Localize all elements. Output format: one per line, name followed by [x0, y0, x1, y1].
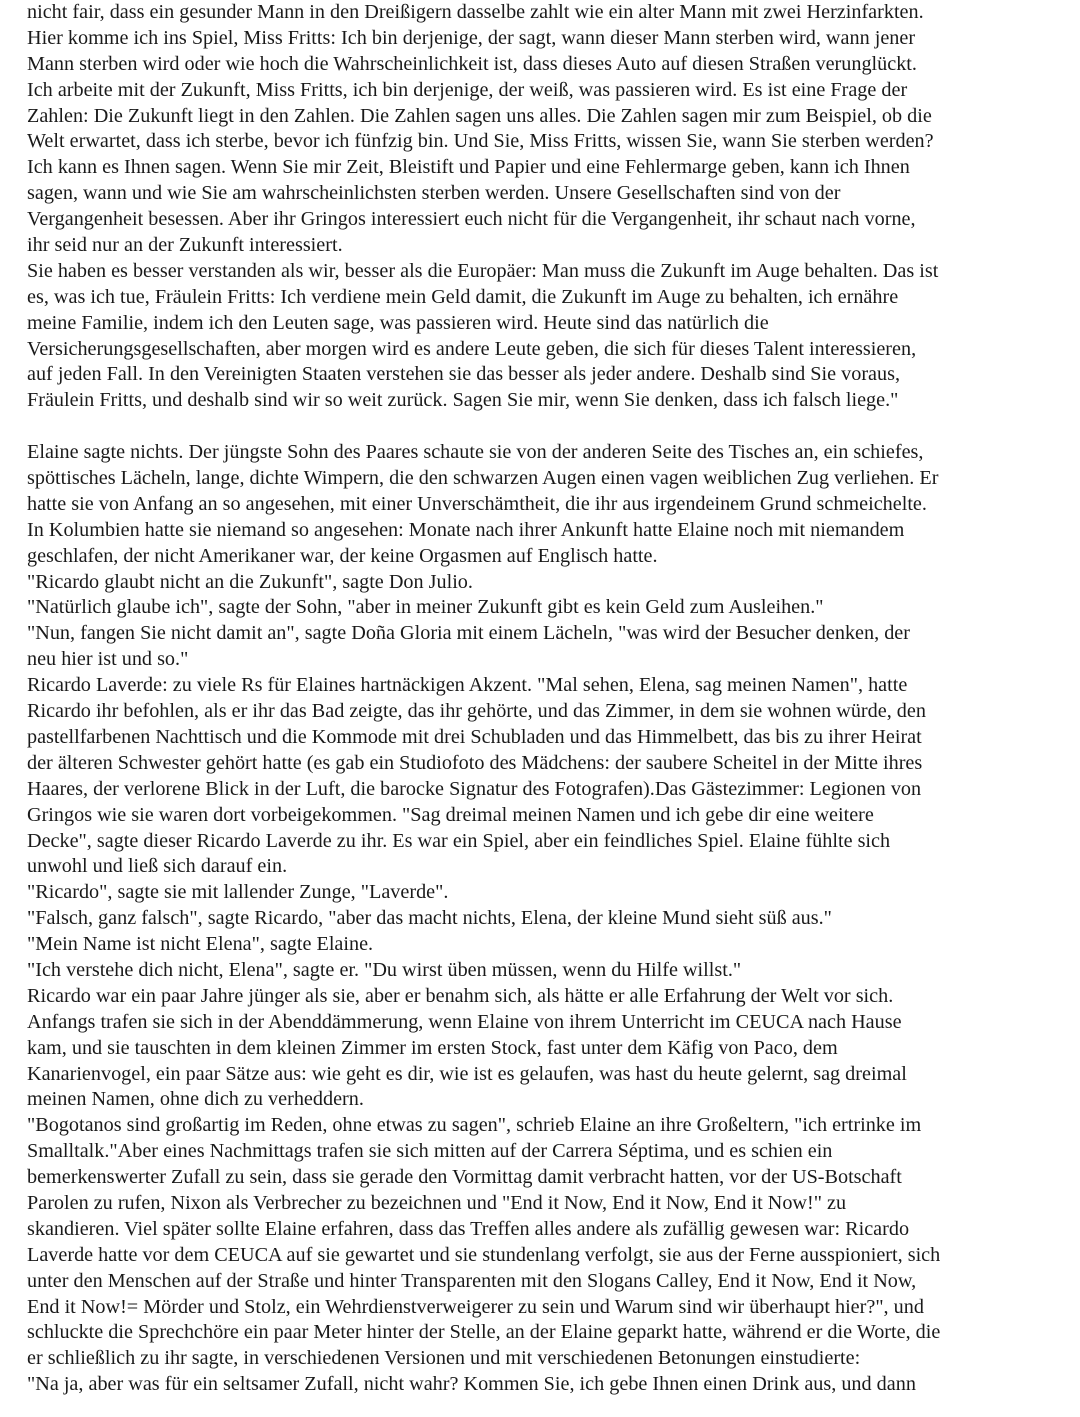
text-line: Fräulein Fritts, und deshalb sind wir so weit zurück. Sagen Sie mir, wenn Sie denken, dass ich falsch liege." [27, 389, 899, 412]
text-line: Laverde hatte vor dem CEUCA auf sie gewartet und sie stundenlang verfolgt, sie aus der Ferne ausspioniert, sich [27, 1243, 941, 1266]
text-line: geschlafen, der nicht Amerikaner war, der keine Orgasmen auf Englisch hatte. [27, 544, 658, 567]
text-line: Gringos wie sie waren dort vorbeigekommen. "Sag dreimal meinen Namen und ich gebe dir eine weitere [27, 803, 874, 826]
text-line: nicht fair, dass ein gesunder Mann in den Dreißigern dasselbe zahlt wie ein alter Mann mit zwei Herzinfarkten. [27, 1, 924, 23]
text-line: unwohl und ließ sich darauf ein. [27, 855, 288, 878]
text-line: er schließlich zu ihr sagte, in verschiedenen Versionen und mit verschiedenen Betonungen einstudierte: [27, 1347, 861, 1370]
text-line: pastellfarbenen Nachttisch und die Kommode mit drei Schubladen und das Himmelbett, das bis zu ihrer Heirat [27, 725, 922, 748]
paragraph [27, 673, 1067, 880]
text-line: neu hier ist und so." [27, 648, 189, 671]
text-line: Hier komme ich ins Spiel, Miss Fritts: Ich bin derjenige, der sagt, wann dieser Mann sterben wird, wann jener [27, 26, 916, 49]
paragraph [27, 906, 1067, 932]
paragraph [27, 1113, 1067, 1372]
text-line: Mann sterben wird oder wie hoch die Wahrscheinlichkeit ist, dass dieses Auto auf diesen Straßen verunglückt. [27, 52, 917, 75]
text-line: Ricardo Laverde: zu viele Rs für Elaines hartnäckigen Akzent. "Mal sehen, Elena, sag meinen Namen", hatte [27, 674, 908, 697]
text-line: meinen Namen, ohne dich zu verheddern. [27, 1088, 364, 1111]
text-line: skandieren. Viel später sollte Elaine erfahren, dass das Treffen alles andere als zufällig gewesen war: Ricardo [27, 1217, 910, 1240]
paragraph [27, 259, 1067, 414]
text-line: "Ricardo glaubt nicht an die Zukunft", sagte Don Julio. [27, 570, 473, 593]
text-line: Zahlen: Die Zukunft liegt in den Zahlen. Die Zahlen sagen uns alles. Die Zahlen sagen mir zum Beispiel, ob die [27, 104, 932, 127]
text-line: Parolen zu rufen, Nixon als Verbrecher zu bezeichnen und "End it Now, End it Now, End it Now!" zu [27, 1191, 847, 1214]
text-line: Haares, der verlorene Blick in der Luft, die barocke Signatur des Fotografen).Das Gästezimmer: Legionen von [27, 777, 922, 800]
text-line: Versicherungsgesellschaften, aber morgen wird es andere Leute geben, die sich für dieses Talent interessieren, [27, 337, 917, 360]
text-line: "Bogotanos sind großartig im Reden, ohne etwas zu sagen", schrieb Elaine an ihre Großeltern, "ich ertrinke im [27, 1114, 922, 1137]
text-line: Sie haben es besser verstanden als wir, besser als die Europäer: Man muss die Zukunft im Auge behalten. Das ist [27, 259, 939, 282]
text-line: "Natürlich glaube ich", sagte der Sohn, "aber in meiner Zukunft gibt es kein Geld zum Ausleihen." [27, 596, 824, 619]
paragraph [27, 880, 1067, 906]
paragraph [27, 570, 1067, 596]
paragraph [27, 1372, 1067, 1398]
text-line: In Kolumbien hatte sie niemand so angesehen: Monate nach ihrer Ankunft hatte Elaine noch mit niemandem [27, 518, 905, 541]
text-line: unter den Menschen auf der Straße und hinter Transparenten mit den Slogans Calley, End it Now, End it Now, [27, 1269, 917, 1292]
text-line: Elaine sagte nichts. Der jüngste Sohn des Paares schaute sie von der anderen Seite des Tisches an, ein schiefes, [27, 441, 924, 464]
text-line: Anfangs trafen sie sich in der Abenddämmerung, wenn Elaine von ihrem Unterricht im CEUCA nach Hause [27, 1010, 902, 1033]
text-line: Kanarienvogel, ein paar Sätze aus: wie geht es dir, wie ist es gelaufen, was hast du heute gelernt, sag dreimal [27, 1062, 907, 1085]
text-line: auf jeden Fall. In den Vereinigten Staaten verstehen sie das besser als jeder andere. Deshalb sind Sie voraus, [27, 363, 901, 386]
paragraph [27, 958, 1067, 984]
text-line: "Falsch, ganz falsch", sagte Ricardo, "aber das macht nichts, Elena, der kleine Mund sieht süß aus." [27, 907, 832, 930]
text-line: Ricardo ihr befohlen, als er ihr das Bad zeigte, das ihr gehörte, und das Zimmer, in dem sie wohnen würde, den [27, 700, 926, 723]
text-line: Ich kann es Ihnen sagen. Wenn Sie mir Zeit, Bleistift und Papier und eine Fehlermarge geben, kann ich Ihnen [27, 156, 910, 179]
text-line: Decke", sagte dieser Ricardo Laverde zu ihr. Es war ein Spiel, aber ein feindliches Spiel. Elaine fühlte sich [27, 829, 891, 852]
paragraph [27, 595, 1067, 621]
paragraph [27, 932, 1067, 958]
document-page [27, 0, 1067, 1398]
text-line: schluckte die Sprechchöre ein paar Meter hinter der Stelle, an der Elaine geparkt hatte, während er die Worte, die [27, 1321, 941, 1344]
text-line: kam, und sie tauschten in dem kleinen Zimmer im ersten Stock, fast unter dem Käfig von Paco, dem [27, 1036, 838, 1059]
text-line: Vergangenheit besessen. Aber ihr Gringos interessiert euch nicht für die Vergangenheit, ihr schaut nach vorne, [27, 208, 916, 231]
text-line: Ich arbeite mit der Zukunft, Miss Fritts, ich bin derjenige, der weiß, was passieren wird. Es ist eine Frage der [27, 78, 908, 101]
text-line: sagen, wann und wie Sie am wahrscheinlichsten sterben werden. Unsere Gesellschaften sind von der [27, 182, 841, 205]
paragraph [27, 0, 1067, 259]
text-line: "Na ja, aber was für ein seltsamer Zufall, nicht wahr? Kommen Sie, ich gebe Ihnen einen Drink aus, und dann [27, 1373, 916, 1396]
text-line: hatte sie von Anfang an so angesehen, mit einer Unverschämtheit, die ihr aus irgendeinem Grund schmeichelte. [27, 492, 927, 515]
text-line: "Nun, fangen Sie nicht damit an", sagte Doña Gloria mit einem Lächeln, "was wird der Besucher denken, der [27, 622, 910, 645]
paragraph-gap [27, 414, 1067, 440]
text-line: Smalltalk."Aber eines Nachmittags trafen sie sich mitten auf der Carrera Séptima, und es schien ein [27, 1140, 833, 1163]
text-line: spöttisches Lächeln, lange, dichte Wimpern, die den schwarzen Augen einen vagen weiblichen Zug verliehen. Er [27, 467, 939, 490]
paragraph [27, 621, 1067, 673]
text-line: es, was ich tue, Fräulein Fritts: Ich verdiene mein Geld damit, die Zukunft im Auge zu behalten, ich ernähre [27, 285, 899, 308]
text-line: meine Familie, indem ich den Leuten sage, was passieren wird. Heute sind das natürlich die [27, 311, 769, 334]
paragraph [27, 984, 1067, 1113]
text-line: "Ricardo", sagte sie mit lallender Zunge, "Laverde". [27, 881, 449, 904]
paragraph [27, 440, 1067, 569]
text-line: Welt erwartet, dass ich sterbe, bevor ich fünfzig bin. Und Sie, Miss Fritts, wissen Sie, wann Sie sterben werden? [27, 130, 934, 153]
text-line: ihr seid nur an der Zukunft interessiert. [27, 234, 343, 257]
text-line: End it Now!= Mörder und Stolz, ein Wehrdienstverweigerer zu sein und Warum sind wir überhaupt hier?", und [27, 1295, 924, 1318]
text-line: Ricardo war ein paar Jahre jünger als sie, aber er benahm sich, als hätte er alle Erfahrung der Welt vor sich. [27, 984, 894, 1007]
text-line: "Mein Name ist nicht Elena", sagte Elaine. [27, 933, 374, 956]
text-line: der älteren Schwester gehört hatte (es gab ein Studiofoto des Mädchens: der saubere Scheitel in der Mitte ihres [27, 751, 923, 774]
text-line: "Ich verstehe dich nicht, Elena", sagte er. "Du wirst üben müssen, wenn du Hilfe willst." [27, 958, 742, 981]
text-line: bemerkenswerter Zufall zu sein, dass sie gerade den Vormittag damit verbracht hatten, vor der US-Botschaft [27, 1166, 902, 1189]
